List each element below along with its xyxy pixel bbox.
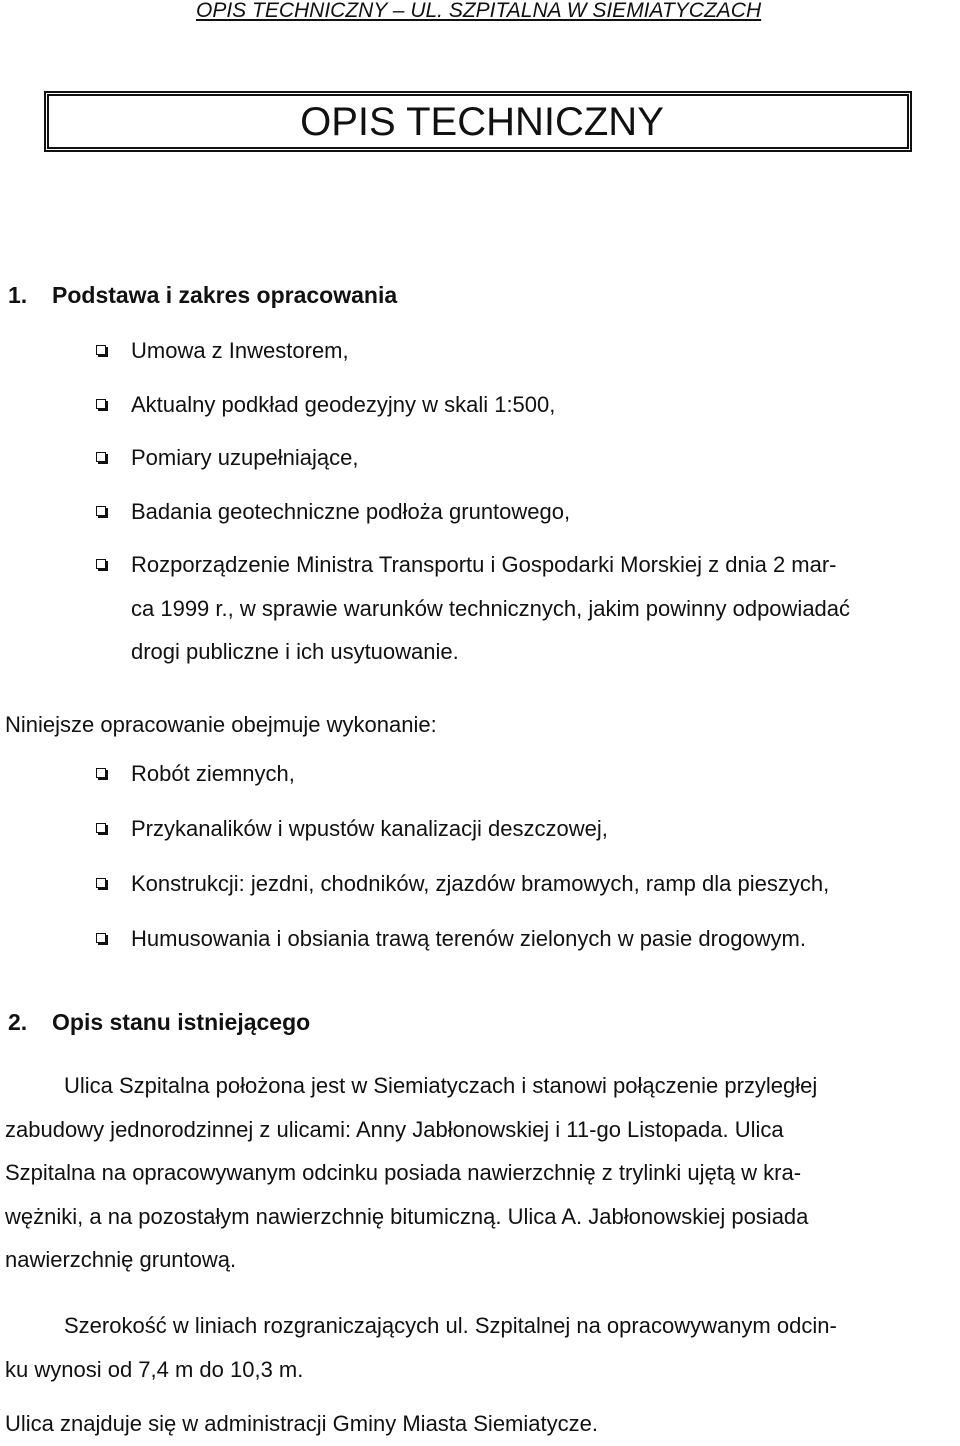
list-item [0,917,829,961]
section-2-heading [8,1007,310,1037]
paragraph-line: ku wynosi od 7,4 m do 10,3 m. [5,1356,304,1382]
list-item-text: Konstrukcji: jezdni, chodników, zjazdów bramowych, ramp dla pieszych, [131,871,830,896]
list-item-text-line: drogi publiczne i ich usytuowanie. [131,639,459,664]
checkbox-bullet-icon [96,878,106,888]
list-item [0,752,829,796]
checkbox-bullet-icon [96,506,106,516]
running-header: OPIS TECHNICZNY – UL. SZPITALNA W SIEMIATYCZACH [196,0,762,22]
list-item [0,862,829,906]
basis-list [0,329,850,674]
list-item-text: Humusowania i obsiania trawą terenów zielonych w pasie drogowym. [131,926,806,951]
checkbox-bullet-icon [96,345,106,355]
width-paragraph [5,1304,955,1391]
list-item-text-line: ca 1999 r., w sprawie warunków technicznych, jakim powinny odpowiadać [131,595,851,621]
list-item [0,383,850,427]
list-item [0,543,850,674]
administration-paragraph [5,1402,955,1446]
list-item-text: Aktualny podkład geodezyjny w skali 1:500, [131,391,556,417]
list-item [0,329,850,373]
paragraph-line: Szerokość w liniach rozgraniczających ul. Szpitalnej na opracowywanym odcin- [64,1313,837,1338]
list-item-text: Umowa z Inwestorem, [131,338,349,363]
list-item-text: Robót ziemnych, [131,761,295,786]
paragraph-line: Ulica Szpitalna położona jest w Siemiatyczach i stanowi połączenie przyległej [64,1073,818,1098]
paragraph-line: nawierzchnię gruntową. [5,1247,237,1272]
checkbox-bullet-icon [96,768,106,778]
checkbox-bullet-icon [96,559,106,569]
document-title-text: OPIS TECHNICZNY [300,100,664,144]
section-1-title: Podstawa i zakres opracowania [52,282,398,308]
existing-state-paragraph [5,1064,955,1282]
list-item-text-line: Rozporządzenie Ministra Transportu i Gospodarki Morskiej z dnia 2 mar- [131,552,837,577]
section-2-number: 2. [8,1009,28,1035]
section-1-number: 1. [8,282,28,308]
paragraph-line: Ulica znajduje się w administracji Gminy Miasta Siemiatycze. [5,1411,598,1436]
scope-intro-text: Niniejsze opracowanie obejmuje wykonanie: [5,712,437,737]
paragraph-line: wężniki, a na pozostałym nawierzchnię bitumiczną. Ulica A. Jabłonowskiej posiada [5,1203,809,1229]
scope-intro [5,703,955,747]
checkbox-bullet-icon [96,823,106,833]
list-item-text: Przykanalików i wpustów kanalizacji deszczowej, [131,816,608,841]
paragraph-line: zabudowy jednorodzinnej z ulicami: Anny Jabłonowskiej i 11-go Listopada. Ulica [5,1116,784,1142]
list-item [0,807,829,851]
paragraph-line: Szpitalna na opracowywanym odcinku posiada nawierzchnię z trylinki ujętą w kra- [5,1160,802,1185]
list-item-text: Pomiary uzupełniające, [131,445,359,470]
checkbox-bullet-icon [96,933,106,943]
list-item [0,490,850,534]
checkbox-bullet-icon [96,399,106,409]
list-item-text: Badania geotechniczne podłoża gruntowego, [131,498,571,524]
checkbox-bullet-icon [96,452,106,462]
list-item [0,436,850,480]
section-1-heading [8,280,397,310]
document-title [0,96,960,148]
scope-list [0,752,829,961]
section-2-title: Opis stanu istniejącego [52,1009,311,1035]
